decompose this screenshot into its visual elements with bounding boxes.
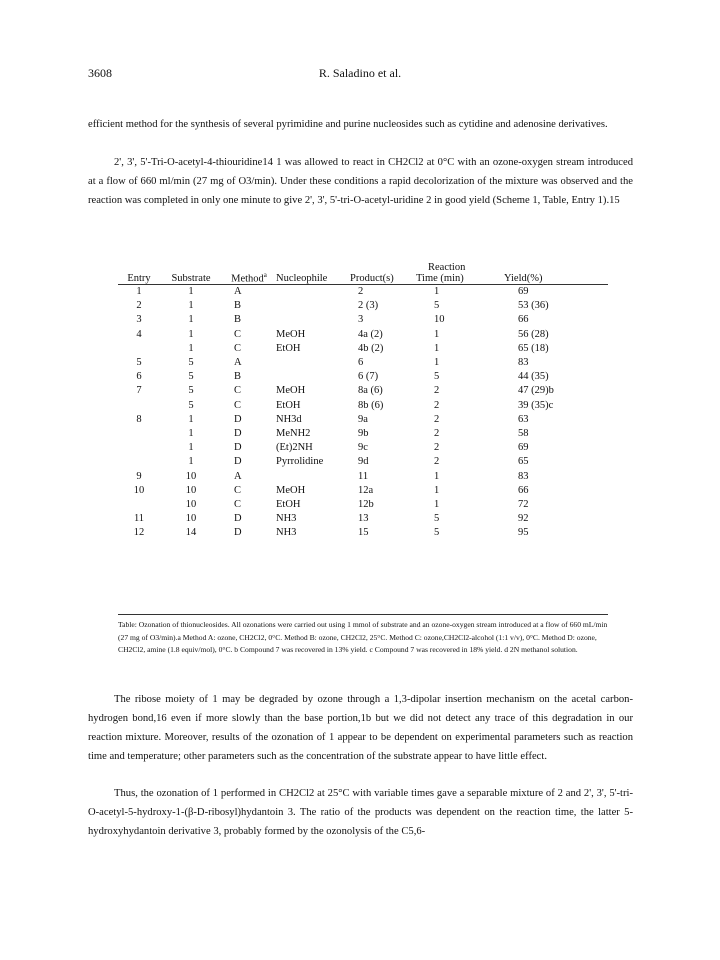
col-header-yield: Yield(%) [504, 250, 608, 285]
table-header-row [118, 250, 608, 285]
table-row: 10 10 C MeOH 12a 1 66 [133, 484, 529, 496]
table-row: 8 1 D NH3d 9a 2 63 [136, 413, 529, 425]
table-row: 5 5 A 6 1 83 [136, 357, 529, 369]
table-row: 1 D Pyrrolidine 9d 2 65 [188, 456, 529, 468]
running-header-author: R. Saladino et al. [318, 66, 402, 80]
results-table [118, 250, 608, 540]
table-row: 3 1 B 3 10 66 [136, 314, 529, 326]
body-paragraph-3: The ribose moiety of 1 may be degraded by ozone through a 1,3-dipolar insertion mechanism on the acetal carbon-hydrogen bond,16 even if more slowly than the base portion,1b but we did not detect any trace of this degradation in our reaction mixture. Moreover, results of the ozonation of 1 appear to be dependent on experimental parameters such as reaction time and temperature; other parameters such as the concentration of the substrate appear to have little effect. [88, 694, 633, 762]
table-row: 1 D MeNH2 9b 2 58 [188, 427, 529, 439]
intro-paragraph-2: 2', 3', 5'-Tri-O-acetyl-4-thiouridine14 1 was allowed to react in CH2Cl2 at 0°C with an ozone-oxygen stream introduced at a flow of 660 ml/min (27 mg of O3/min). Under these conditions a rapid decolorization of the mixture was observed and the reaction was completed in only one minute to give 2', 3', 5'-tri-O-acetyl-uridine 2 in good yield (Scheme 1, Table, Entry 1).15 [88, 157, 633, 206]
body-paragraph-4: Thus, the ozonation of 1 performed in CH2Cl2 at 25°C with variable times gave a separable mixture of 2 and 2', 3', 5'-tri-O-acetyl-5-hydroxy-1-(β-D-ribosyl)hydantoin 3. The ratio of the products was dependent on the reaction time, the latter 5-hydroxyhydantoin derivative 3, probably formed by the ozonolysis of the C5,6- [88, 788, 633, 837]
col-header-substrate: Substrate [160, 250, 222, 285]
col-header-reaction-time: Reaction Time (min) [416, 250, 504, 285]
table-row: 4 1 C MeOH 4a (2) 1 56 (28) [136, 328, 549, 340]
table-row: 2 1 B 2 (3) 5 53 (36) [136, 300, 549, 312]
table-row: 6 5 B 6 (7) 5 44 (35) [136, 371, 549, 383]
table-row: 11 10 D NH3 13 5 92 [133, 513, 529, 525]
table-row: 1 1 A 2 1 69 [136, 286, 529, 298]
table-row: 12 14 D NH3 15 5 95 [133, 527, 529, 539]
col-header-products: Product(s) [350, 250, 416, 285]
table-row: 9 10 A 11 1 83 [136, 470, 529, 482]
col-header-nucleophile: Nucleophile [276, 250, 350, 285]
page-number: 3608 [88, 66, 112, 80]
col-header-method: Method$^a$ [222, 250, 276, 285]
table-row: 5 C EtOH 8b (6) 2 39 (35)c [188, 399, 554, 411]
table-caption: Table: Ozonation of thionucleosides. All ozonations were carried out using 1 mmol of substrate and an ozone-oxygen stream introduced at a flow of 660 mL/min (27 mg of O3/min).a Method A: ozone, CH2Cl2, 0°C. Method B: ozone, CH2Cl2, 25°C. Method C: ozone,CH2Cl2-alcohol (1:1 v/v), 0°C. Method D: ozone, CH2Cl2, amine (1.8 equiv/mol), 0°C. b Compound 7 was recovered in 13% yield. c Compound 7 was recovered in 18% yield. d 2N methanol solution. [118, 614, 608, 657]
table-row: 1 D (Et)2NH 9c 2 69 [188, 442, 529, 454]
table-row: 10 C EtOH 12b 1 72 [185, 498, 529, 510]
table-row: 1 C EtOH 4b (2) 1 65 (18) [188, 342, 549, 354]
col-header-entry: Entry [118, 250, 160, 285]
intro-paragraph-1: efficient method for the synthesis of several pyrimidine and purine nucleosides such as cytidine and adenosine derivatives. [88, 119, 608, 130]
table-row: 7 5 C MeOH 8a (6) 2 47 (29)b [136, 385, 554, 397]
table-body [118, 285, 608, 541]
